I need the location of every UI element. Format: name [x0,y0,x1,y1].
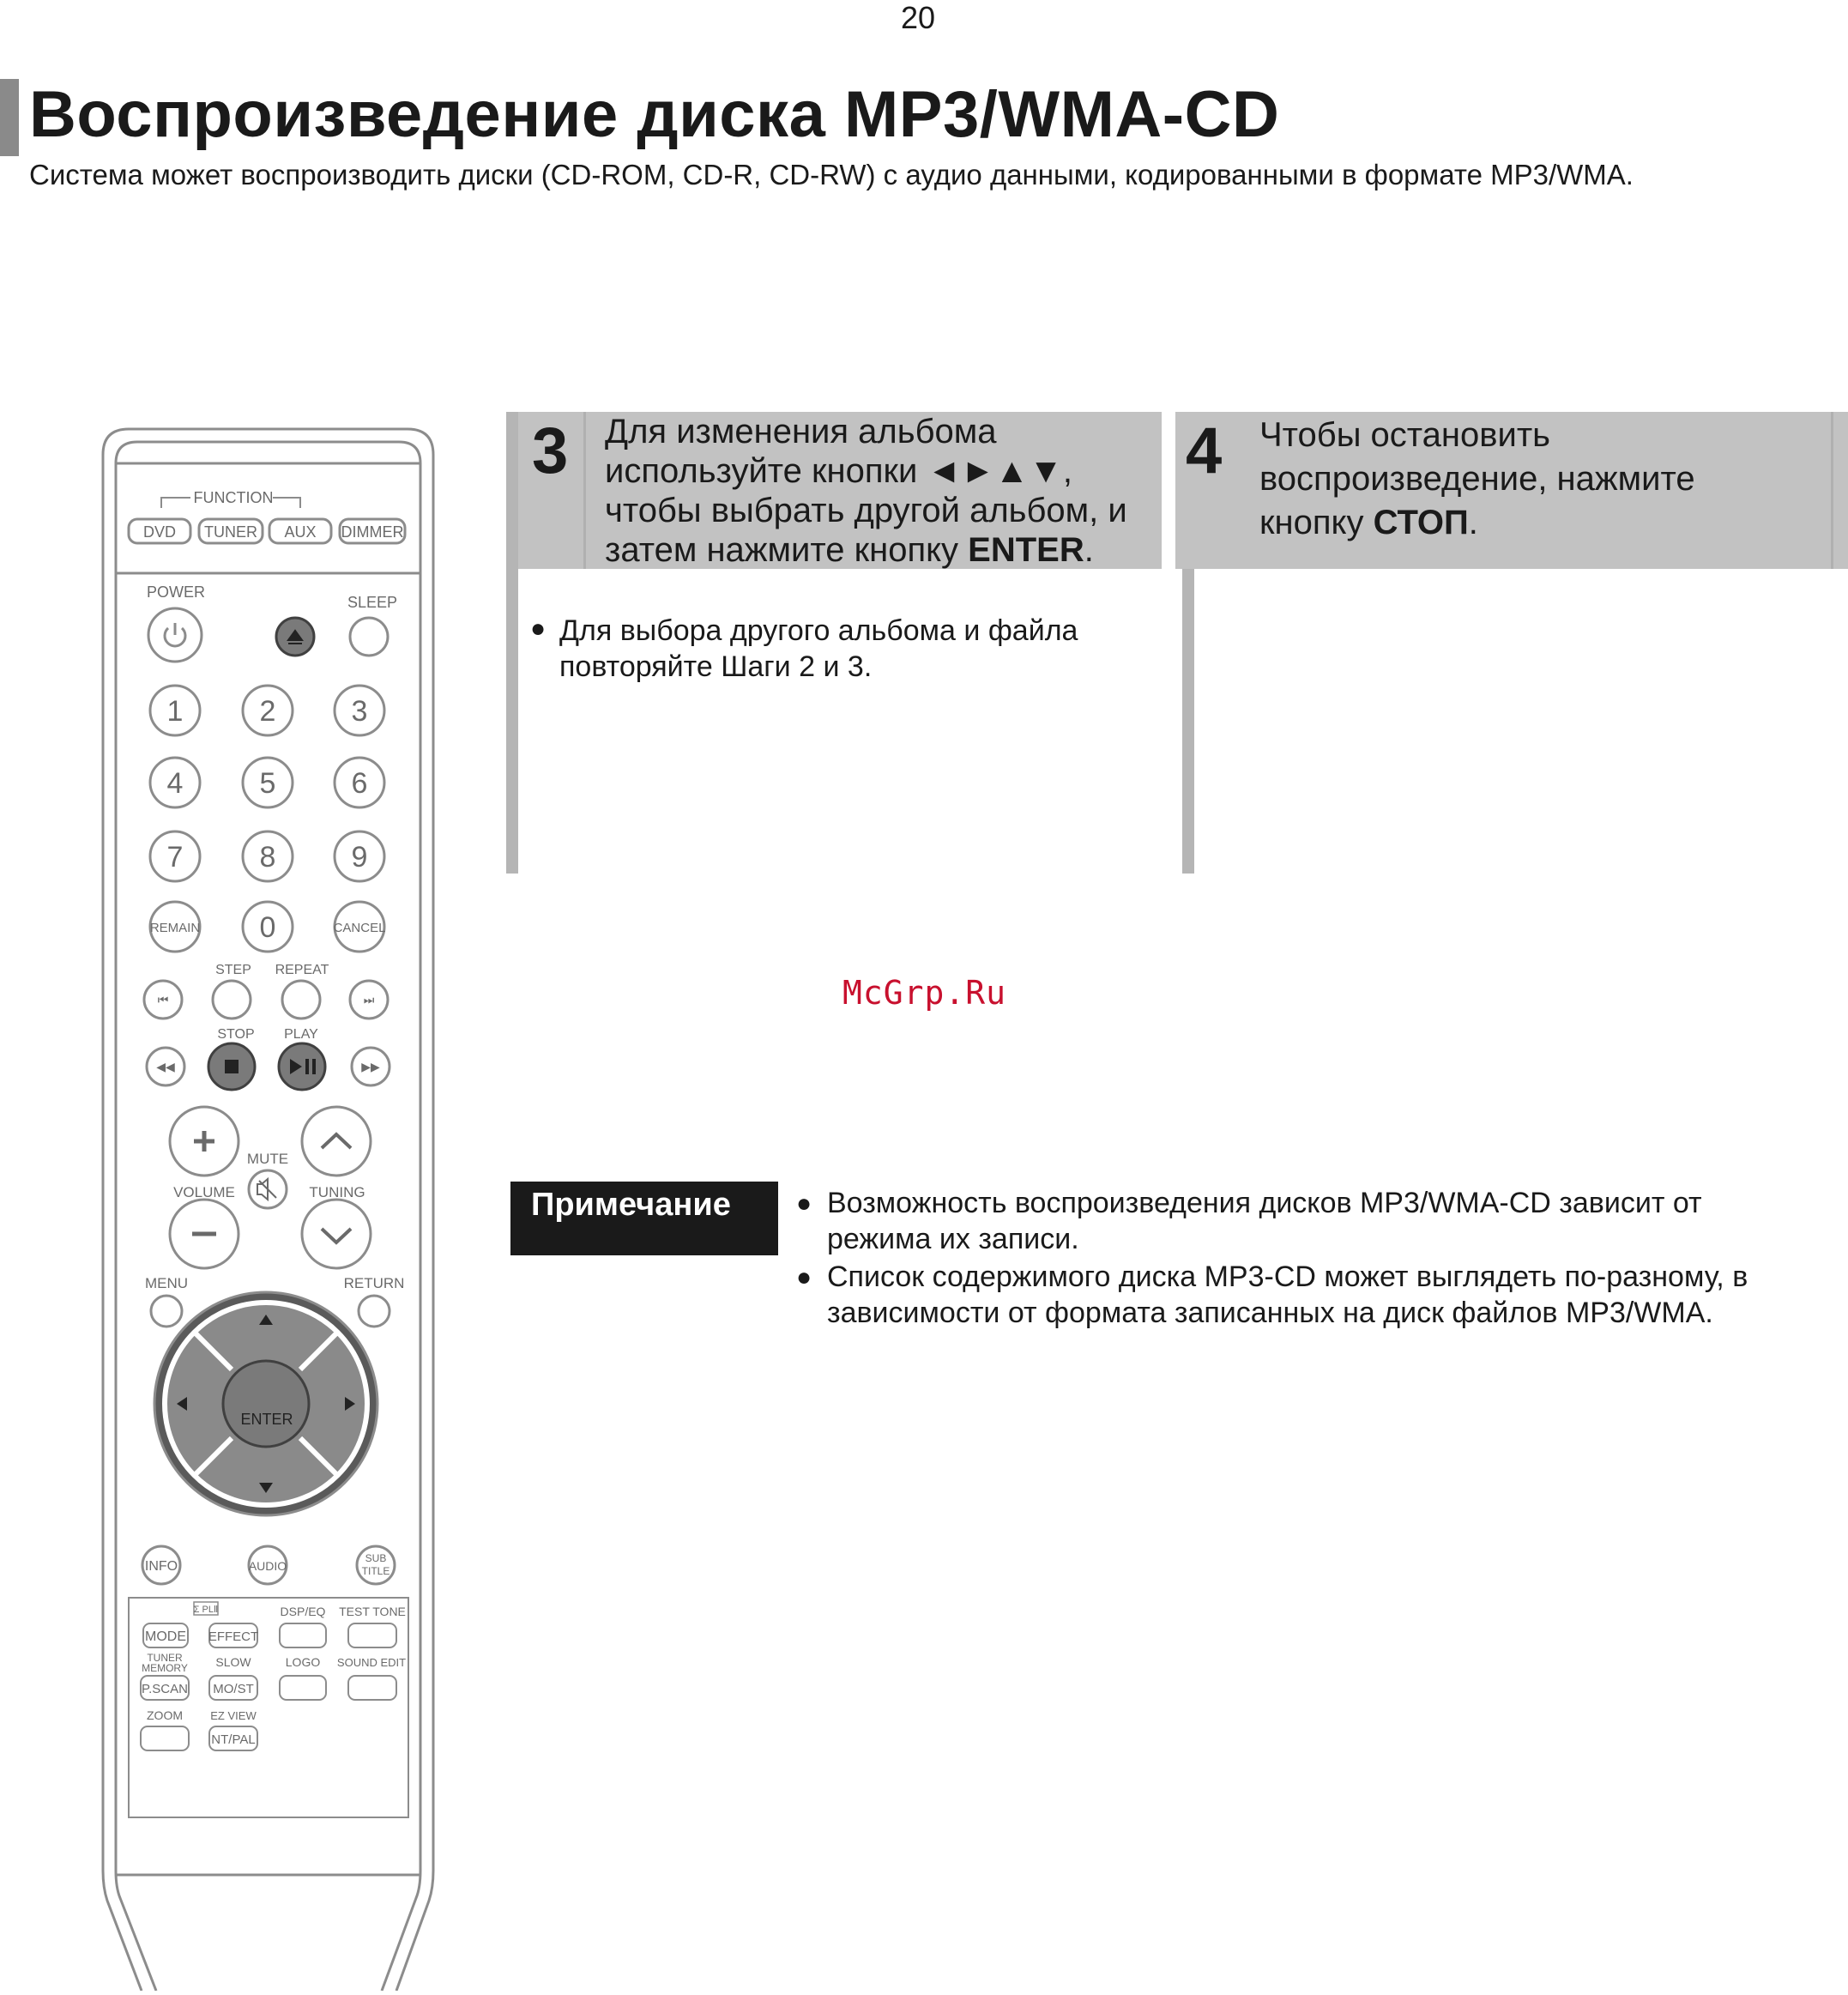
menu-label: MENU [144,1275,189,1291]
pscan-label: P.SCAN [142,1682,188,1696]
power-icon [165,623,185,646]
enter-label: ENTER [240,1411,293,1428]
page-number: 20 [900,0,936,35]
note-item-2 [827,1259,1748,1331]
stop-label: STOP [217,1027,255,1042]
tuning-label: TUNING [309,1184,365,1200]
step-3-number: 3 [532,414,569,487]
repeat-button[interactable] [282,981,320,1019]
page-subtitle: Система может воспроизводить диски (CD-ROM, CD-R, CD-RW) с аудио данными, кодированными в формате MP3/WMA. [29,159,1634,190]
test-tone-label: TEST TONE [339,1605,406,1618]
zoom-label: ZOOM [147,1708,183,1722]
step-3-bullet-dot: ● [530,614,547,643]
title-label: TITLE [361,1565,390,1577]
sleep-label: SLEEP [347,594,398,611]
watermark: McGrp.Ru [842,974,1007,1012]
return-button[interactable] [359,1296,390,1327]
digit-7-label: 7 [166,841,184,874]
digit-5-label: 5 [259,767,276,800]
step-3-line-4 [605,530,1127,570]
tuner-memory-label-2: MEMORY [142,1662,188,1674]
step-4-line-3 [1259,501,1695,545]
tuning-down-chevron-icon [322,1229,351,1242]
step-3-line-2: используйте кнопки ◄►▲▼, [605,452,1072,490]
tuning-up-chevron-icon [322,1134,351,1148]
info-label: INFO [144,1559,178,1574]
dimmer-label: DIMMER [341,523,404,541]
step-label: STEP [215,963,251,977]
step-4-stop-bold: СТОП [1373,504,1469,541]
page-title: Воспроизведение диска MP3/WMA-CD [29,78,1280,151]
step-4-line-1: Чтобы остановить [1259,416,1551,454]
aux-label: AUX [284,523,317,541]
digit-1-label: 1 [166,695,184,728]
digit-8-label: 8 [259,841,276,874]
digit-2-label: 2 [259,695,276,728]
step-4-period: . [1468,504,1478,541]
note-item-1-line-2: режима их записи. [827,1223,1079,1255]
tuner-memory-label-1: TUNER [147,1652,183,1664]
ntpal-label: NT/PAL [211,1732,256,1747]
note-bullet-dot-2: ● [796,1263,812,1291]
repeat-label: REPEAT [275,963,329,977]
most-label: MO/ST [213,1682,254,1696]
fast-forward-icon: ▶▶ [361,1060,380,1073]
menu-button[interactable] [151,1296,182,1327]
tuner-label: TUNER [204,523,257,541]
note-label: Примечание [510,1182,778,1255]
step-3-bullet-line-1: Для выбора другого альбома и файла [559,614,1078,647]
step-3-line-4-text: затем нажмите кнопку [605,531,969,569]
step-3-period: . [1084,531,1094,569]
sub-label: SUB [365,1552,387,1564]
logo-button[interactable] [280,1676,326,1700]
note-item-2-line-2: зависимости от формата записанных на диск файлов MP3/WMA. [827,1297,1713,1329]
step-3-bullet-line-2: повторяйте Шаги 2 и 3. [559,650,873,683]
step-3-side-bar [506,412,518,874]
digit-6-label: 6 [351,767,368,800]
sleep-button[interactable] [350,618,388,656]
tuning-down-button[interactable] [302,1200,371,1268]
effect-label: EFFECT [208,1629,259,1644]
step-3-bullet [559,613,1078,685]
digit-0-label: 0 [259,911,276,944]
note-item-2-line-1: Список содержимого диска MP3-CD может выглядеть по-разному, в [827,1260,1748,1293]
step-4-line-3-text: кнопку [1259,504,1374,541]
step-3-number-divider [583,412,586,569]
note-bullet-dot-1: ● [796,1189,812,1218]
pl2-label: Σ PLⅡ [193,1605,219,1615]
test-tone-button[interactable] [348,1623,396,1647]
dsp-eq-button[interactable] [280,1623,326,1647]
volume-plus-icon [194,1131,214,1152]
step-3-text [605,412,1127,570]
mute-label: MUTE [246,1151,289,1167]
cancel-label: CANCEL [333,921,386,935]
mode-label: MODE [145,1629,186,1644]
slow-label: SLOW [215,1655,251,1669]
stop-icon [225,1060,239,1073]
tuning-up-button[interactable] [302,1107,371,1176]
sound-edit-label: SOUND EDIT [336,1656,407,1669]
remote-control-illustration [0,0,446,1991]
audio-label: AUDIO [248,1559,287,1573]
play-label: PLAY [284,1027,318,1042]
note-item-1-line-1: Возможность воспроизведения дисков MP3/WMA-CD зависит от [827,1187,1702,1219]
remote-body-outline [103,429,433,1991]
ezview-label: EZ VIEW [210,1709,257,1722]
return-label: RETURN [343,1275,405,1291]
function-label: FUNCTION [193,489,274,506]
step-3-enter-bold: ENTER [968,531,1084,569]
step-4-text [1259,414,1695,545]
enter-button[interactable] [223,1361,309,1447]
sound-edit-button[interactable] [348,1676,396,1700]
step-4-right-edge [1831,412,1833,569]
step-3-line-3: чтобы выбрать другой альбом, и [605,492,1127,529]
volume-label: VOLUME [173,1184,235,1200]
digit-4-label: 4 [166,767,184,800]
step-3-line-1: Для изменения альбома [605,413,997,450]
digit-9-label: 9 [351,841,368,874]
step-4-line-2: воспроизведение, нажмите [1259,460,1695,498]
mute-speaker-icon [257,1179,276,1200]
remote-inner-outline [116,442,420,1991]
step-button[interactable] [213,981,251,1019]
rewind-icon: ◀◀ [156,1060,175,1073]
note-item-1 [827,1185,1702,1257]
zoom-button[interactable] [141,1726,189,1750]
step-4-number: 4 [1186,414,1223,487]
dsp-eq-label: DSP/EQ [280,1605,326,1618]
skip-back-icon: ⏮ [157,993,169,1007]
digit-3-label: 3 [351,695,368,728]
dvd-label: DVD [142,523,177,541]
power-label: POWER [146,583,206,601]
step-4-side-bar [1182,569,1194,874]
logo-label: LOGO [285,1655,321,1669]
skip-forward-icon: ⏭ [363,993,375,1007]
remain-label: REMAIN [149,921,201,935]
